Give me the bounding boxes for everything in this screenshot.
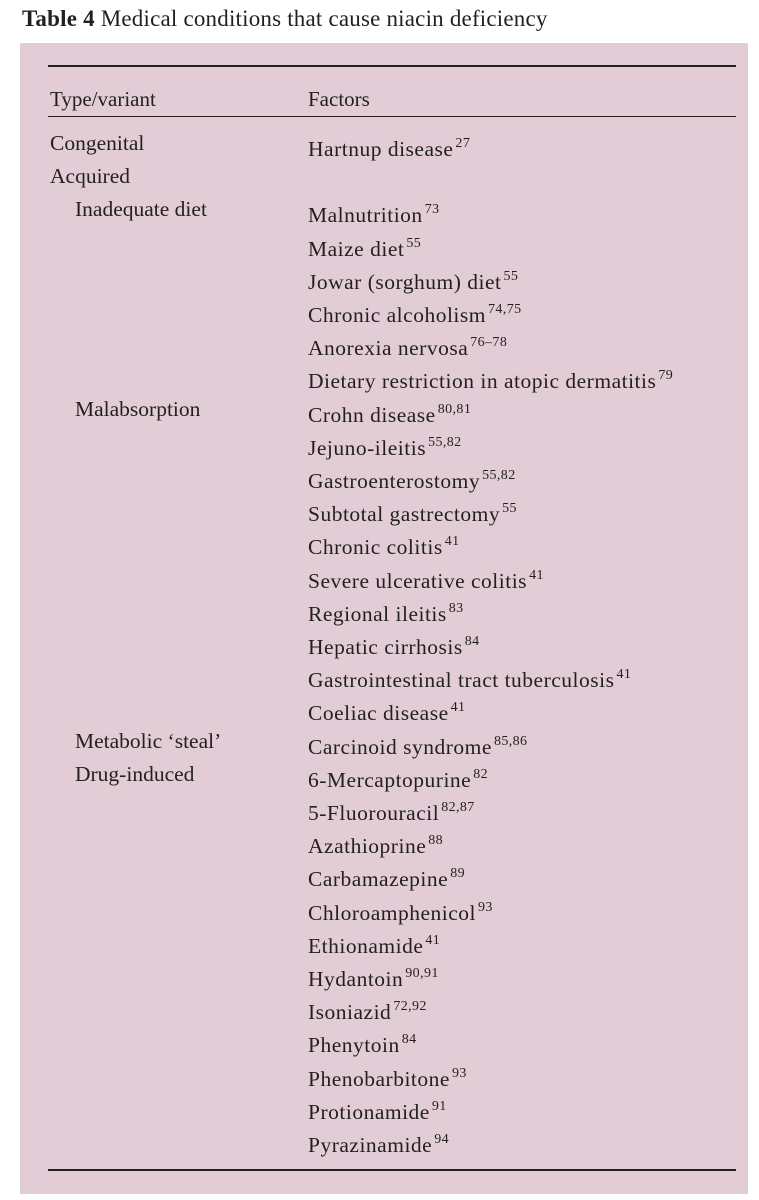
reference-superscript: 88 [428, 833, 444, 849]
table-row [20, 160, 748, 193]
table-row [20, 691, 748, 724]
table-row [20, 260, 748, 293]
reference-superscript: 72,92 [393, 999, 427, 1015]
type-variant-cell: Malabsorption [75, 396, 201, 421]
reference-superscript: 93 [478, 899, 493, 915]
factor-text: 6-Mercaptopurine [308, 767, 472, 792]
factor-text: Crohn disease [308, 402, 436, 427]
factor-text: 5-Fluorouracil [308, 801, 440, 825]
table-caption-title: Medical conditions that cause niacin deficiency [100, 6, 548, 31]
table-row [20, 393, 748, 426]
table-row [20, 658, 748, 691]
factor-text: Gastrointestinal tract tuberculosis [308, 668, 615, 693]
table-row [20, 525, 748, 558]
table-row [20, 1057, 748, 1090]
bottom-rule [48, 1169, 736, 1171]
table-panel [20, 43, 748, 1194]
reference-superscript: 89 [450, 866, 466, 882]
table-caption-label: Table 4 [22, 6, 95, 31]
reference-superscript: 82,87 [441, 800, 475, 815]
table-row [20, 891, 748, 924]
table-row [20, 359, 748, 392]
table-row [20, 592, 748, 625]
table-row [20, 725, 748, 758]
table-row [20, 791, 748, 824]
table-row [20, 127, 748, 160]
factor-text: Chronic colitis [308, 535, 443, 560]
factor-text: Chronic alcoholism [308, 303, 486, 327]
reference-superscript: 55,82 [428, 434, 462, 450]
table-row [20, 193, 748, 226]
table-row [20, 625, 748, 658]
reference-superscript: 55 [502, 501, 517, 517]
reference-superscript: 41 [616, 667, 632, 683]
type-variant-cell: Congenital [50, 131, 145, 155]
factor-text: Coeliac disease [308, 701, 449, 726]
reference-superscript: 41 [529, 567, 544, 583]
factor-text: Phenytoin [308, 1033, 400, 1058]
table-row [20, 492, 748, 525]
reference-superscript: 41 [444, 534, 460, 550]
reference-superscript: 80,81 [437, 401, 472, 417]
factor-text: Chloroamphenicol [308, 900, 477, 925]
reference-superscript: 84 [464, 634, 480, 649]
factor-text: Gastroenterostomy [308, 469, 481, 493]
factor-text: Carcinoid syndrome [308, 734, 492, 759]
table-row [20, 1090, 748, 1123]
reference-superscript: 41 [450, 700, 466, 716]
factor-text: Azathioprine [308, 834, 427, 859]
type-variant-cell: Acquired [50, 164, 130, 189]
column-header-type: Type/variant [50, 87, 156, 111]
reference-superscript: 55 [503, 268, 519, 284]
table-caption [22, 6, 548, 32]
reference-superscript: 73 [424, 202, 440, 218]
header-rule [48, 116, 736, 117]
reference-superscript: 94 [434, 1132, 450, 1147]
type-variant-cell: Inadequate diet [75, 197, 207, 222]
factor-text: Protionamide [308, 1099, 430, 1124]
factor-text: Carbamazepine [308, 867, 449, 892]
type-variant-cell: Drug-induced [75, 761, 195, 786]
table-row [20, 824, 748, 857]
reference-superscript: 79 [658, 368, 674, 384]
table-row [20, 559, 748, 592]
factor-text: Regional ileitis [308, 601, 447, 626]
reference-superscript: 27 [455, 136, 471, 151]
reference-superscript: 93 [451, 1065, 467, 1081]
table-row [20, 293, 748, 326]
factor-text: Dietary restriction in atopic dermatitis [308, 369, 657, 394]
factor-text: Maize diet [308, 236, 405, 261]
table-row [20, 758, 748, 791]
reference-superscript: 90,91 [405, 966, 439, 981]
type-variant-cell: Metabolic ‘steal’ [75, 728, 222, 753]
table-row [20, 426, 748, 459]
table-row [20, 1023, 748, 1056]
table-row [20, 1123, 748, 1156]
factor-text: Hydantoin [308, 967, 404, 991]
reference-superscript: 82 [473, 766, 489, 782]
table-row [20, 957, 748, 990]
top-rule [48, 65, 736, 67]
table-row [20, 227, 748, 260]
factor-text: Isoniazid [308, 1000, 392, 1025]
factor-text: Ethionamide [308, 933, 424, 958]
factor-text: Severe ulcerative colitis [308, 568, 528, 593]
factor-text: Hepatic cirrhosis [308, 635, 463, 659]
reference-superscript: 84 [401, 1032, 417, 1048]
factor-text: Jejuno-ileitis [308, 435, 427, 460]
factor-text: Jowar (sorghum) diet [308, 269, 502, 294]
factor-text: Malnutrition [308, 203, 423, 228]
factor-text: Anorexia nervosa [308, 336, 469, 361]
reference-superscript: 91 [431, 1098, 447, 1114]
reference-superscript: 41 [425, 932, 441, 948]
table-row [20, 857, 748, 890]
reference-superscript: 76–78 [470, 335, 508, 351]
factor-text: Phenobarbitone [308, 1066, 450, 1091]
reference-superscript: 83 [448, 600, 464, 616]
factor-text: Subtotal gastrectomy [308, 502, 501, 527]
reference-superscript: 55,82 [482, 468, 516, 483]
factor-text: Hartnup disease [308, 137, 454, 161]
table-row [20, 990, 748, 1023]
table-row [20, 326, 748, 359]
reference-superscript: 85,86 [493, 733, 528, 749]
table-row [20, 459, 748, 492]
column-header-factors: Factors [308, 87, 370, 111]
reference-superscript: 74,75 [488, 302, 522, 317]
factor-cell [308, 1123, 449, 1162]
reference-superscript: 55 [406, 235, 422, 251]
factor-text: Pyrazinamide [308, 1133, 433, 1157]
table-row [20, 924, 748, 957]
